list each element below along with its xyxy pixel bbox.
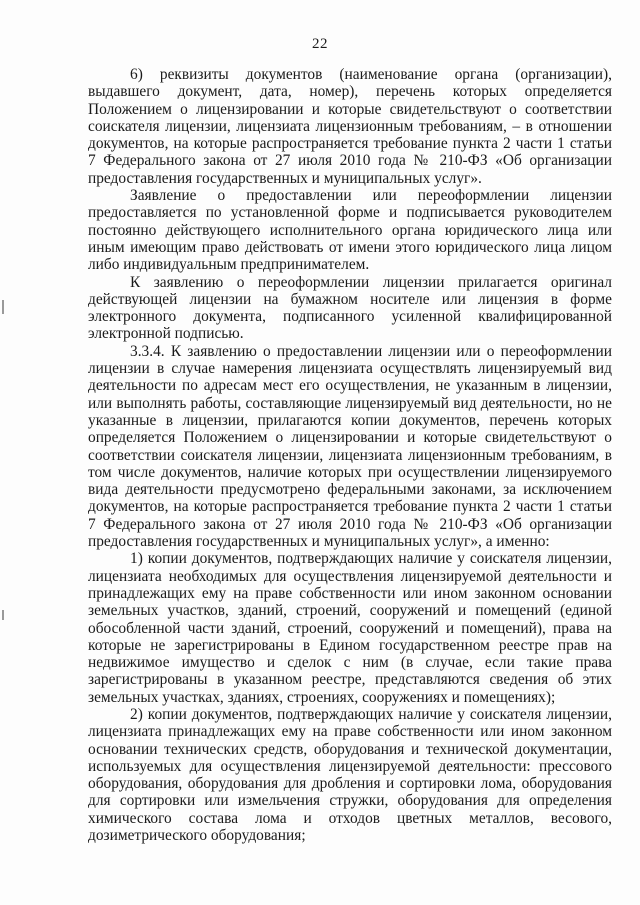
paragraph-list-item-1: 1) копии документов, подтверждающих наличие у соискателя лицензии, лицензиата необходимых для осуществления лицензируемой деятельности и принадлежащих ему на праве собственности или ином законном основании земельных участков, зданий, строений, сооружений и помещений (единой обособленной части зданий, строений, сооружений и помещений), права на которые не зарегистрированы в Едином государственном реестре прав на недвижимое имущество и сделок с ним (в случае, если такие права зарегистрированы в указанном реестре, представляются сведения об этих земельных участках, зданиях, строениях, сооружениях и помещениях); (88, 550, 612, 706)
paragraph-item-6-requisites: 6) реквизиты документов (наименование органа (организации), выдавшего документ, дата, номер), перечень которых определяется Положением о лицензировании и которые свидетельствуют о соответствии соискателя лицензии, лицензиата лицензионным требованиям, – в отношении документов, на которые распространяется требование пункта 2 части 1 статьи 7 Федерального закона от 27 июля 2010 года № 210-ФЗ «Об организации предоставления государственных и муниципальных услуг». (88, 66, 612, 187)
page-number: 22 (312, 36, 328, 52)
scan-edge-mark (2, 610, 4, 620)
scan-edge-mark (2, 300, 4, 314)
paragraph-3-3-4: 3.3.4. К заявлению о предоставлении лицензии или о переоформлении лицензии в случае намерения лицензиата осуществлять лицензируемый вид деятельности по адресам мест его осуществления, не указанным в лицензии, или выполнять работы, составляющие лицензируемый вид деятельности, но не указанные в лицензии, прилагаются копии документов, перечень которых определяется Положением о лицензировании и которые свидетельствуют о соответствии соискателя лицензии, лицензиата лицензионным требованиям, в том числе документов, наличие которых при осуществлении лицензируемого вида деятельности предусмотрено федеральными законами, за исключением документов, на которые распространяется требование пункта 2 части 1 статьи 7 Федерального закона от 27 июля 2010 года № 210-ФЗ «Об организации предоставления государственных и муниципальных услуг», а именно: (88, 342, 612, 551)
paragraph-application-form: Заявление о предоставлении или переоформлении лицензии предоставляется по установленной форме и подписывается руководителем постоянно действующего исполнительного органа юридического лица или иным имеющим право действовать от имени этого юридического лица лицом либо индивидуальным предпринимателем. (88, 187, 612, 274)
document-body (88, 66, 612, 844)
paragraph-reissue-attachment: К заявлению о переоформлении лицензии прилагается оригинал действующей лицензии на бумажном носителе или лицензия в форме электронного документа, подписанного усиленной квалифицированной электронной подписью. (88, 273, 612, 343)
paragraph-list-item-2: 2) копии документов, подтверждающих наличие у соискателя лицензии, лицензиата принадлежащих ему на праве собственности или ином законном основании технических средств, оборудования и технической документации, используемых для осуществления лицензируемой деятельности: прессового оборудования, оборудования для дробления и сортировки лома, оборудования для сортировки или измельчения стружки, оборудования для определения химического состава лома и отходов цветных металлов, весового, дозиметрического оборудования; (88, 705, 612, 845)
